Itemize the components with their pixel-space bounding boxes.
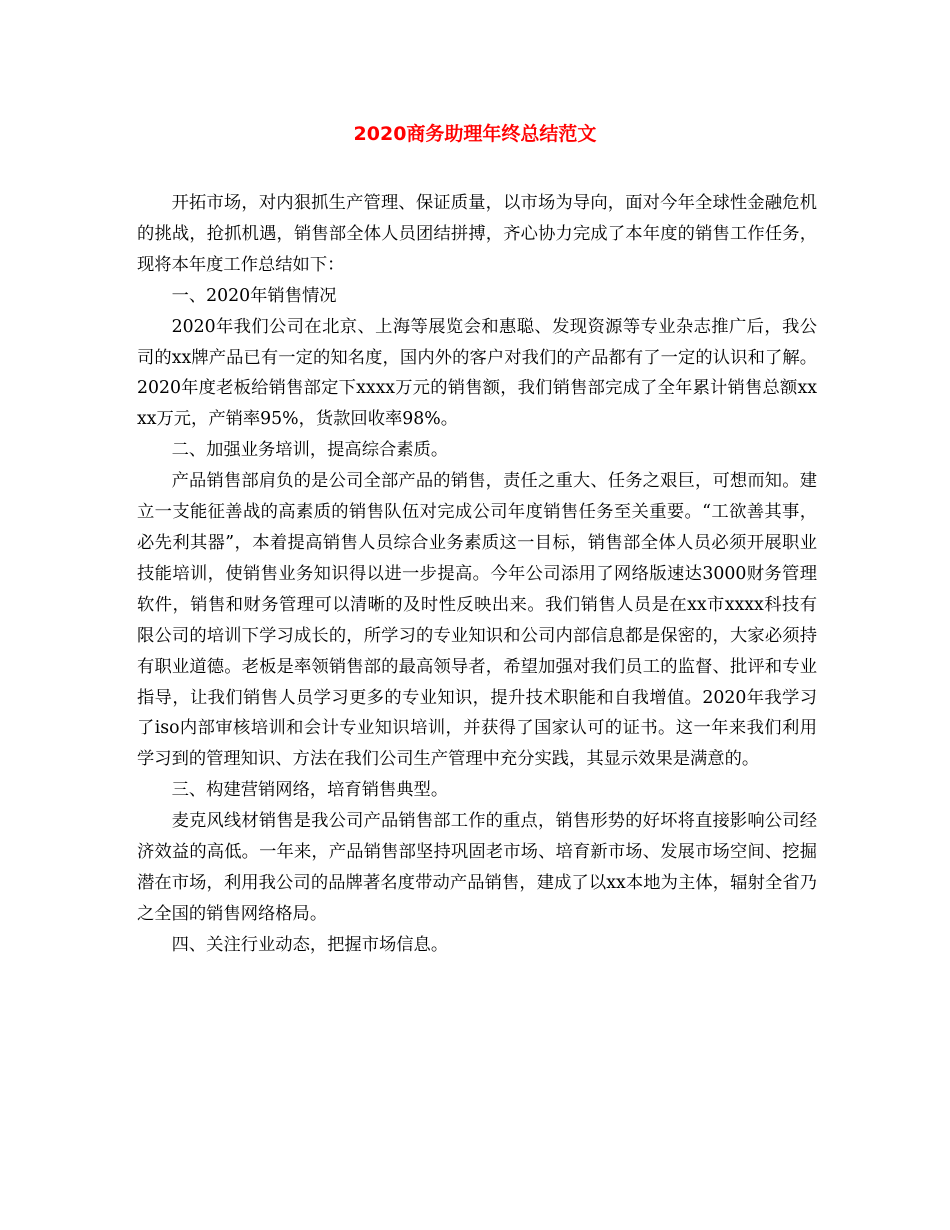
paragraph-training: 产品销售部肩负的是公司全部产品的销售，责任之重大、任务之艰巨，可想而知。建立一支能征善战的高素质的销售队伍对完成公司年度销售任务至关重要。“工欲善其事，必先利其器”，本着提高销售人员综合业务素质这一目标，销售部全体人员必须开展职业技能培训，使销售业务知识得以进一步提高。今年公司添用了网络版速达3000财务管理软件，销售和财务管理可以清晰的及时性反映出来。我们销售人员是在xx市xxxx科技有限公司的培训下学习成长的，所学习的专业知识和公司内部信息都是保密的，大家必须持有职业道德。老板是率领销售部的最高领导者，希望加强对我们员工的监督、批评和专业指导，让我们销售人员学习更多的专业知识，提升技术职能和自我增值。2020年我学习了iso内部审核培训和会计专业知识培训，并获得了国家认可的证书。这一年来我们利用学习到的管理知识、方法在我们公司生产管理中充分实践，其显示效果是满意的。	[137, 471, 817, 770]
section-heading-1: 一、2020年销售情况	[171, 285, 337, 306]
paragraph-sales: 2020年我们公司在北京、上海等展览会和惠聪、发现资源等专业杂志推广后，我公司的xx牌产品已有一定的知名度，国内外的客户对我们的产品都有了一定的认识和了解。2020年度老板给销售部定下xxxx万元的销售额，我们销售部完成了全年累计销售总额xxxx万元，产销率95%，货款回收率98%。	[137, 316, 817, 430]
paragraph-network: 麦克风线材销售是我公司产品销售部工作的重点，销售形势的好坏将直接影响公司经济效益的高低。一年来，产品销售部坚持巩固老市场、培育新市场、发展市场空间、挖掘潜在市场，利用我公司的品牌著名度带动产品销售，建成了以xx本地为主体，辐射全省乃之全国的销售网络格局。	[137, 811, 817, 924]
section-heading-4: 四、关注行业动态，把握市场信息。	[171, 934, 449, 955]
section-heading-2: 二、加强业务培训，提高综合素质。	[171, 440, 449, 461]
paragraph-intro: 开拓市场，对内狠抓生产管理、保证质量，以市场为导向，面对今年全球性金融危机的挑战，抢抓机遇，销售部全体人员团结拼搏，齐心协力完成了本年度的销售工作任务，现将本年度工作总结如下：	[137, 193, 817, 275]
document-title: 2020商务助理年终总结范文	[353, 123, 597, 145]
section-heading-3: 三、构建营销网络，培育销售典型。	[171, 780, 449, 801]
document-body	[137, 188, 817, 961]
